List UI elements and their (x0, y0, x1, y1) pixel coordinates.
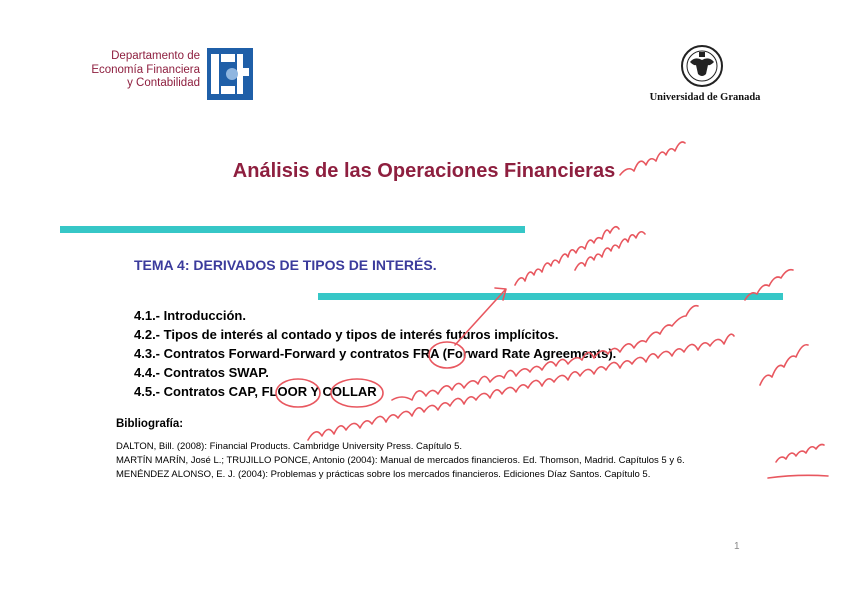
contents-item: 4.1.- Introducción. (134, 308, 246, 323)
contents-item: 4.2.- Tipos de interés al contado y tipos de interés futuros implícitos. (134, 327, 559, 342)
bibliography-entry: MARTÍN MARÍN, José L.; TRUJILLO PONCE, Antonio (2004): Manual de mercados financieros. Ed. Thomson, Madrid. Capítulos 5 y 6. (116, 455, 685, 466)
department-logo (207, 48, 253, 100)
divider-bar (60, 226, 525, 233)
annotation-scribble (575, 232, 645, 270)
annotation-underline (768, 475, 828, 478)
course-title: Análisis de las Operaciones Financieras (232, 160, 616, 182)
department-line: Departamento de (111, 50, 200, 62)
contents-list (134, 306, 616, 401)
annotation-scribble (776, 445, 824, 463)
university-name: Universidad de Granada (649, 92, 761, 103)
bibliography-entry: MENÉNDEZ ALONSO, E. J. (2004): Problemas y prácticas sobre los mercados financieros. Ediciones Díaz Santos. Capítulo 5. (116, 469, 651, 480)
contents-item: 4.4.- Contratos SWAP. (134, 365, 269, 380)
contents-item: 4.5.- Contratos CAP, FLOOR Y COLLAR (134, 384, 377, 399)
department-name (60, 50, 200, 91)
contents-item: 4.3.- Contratos Forward-Forward y contratos FRA (Forward Rate Agreements). (134, 346, 617, 361)
annotation-scribble (515, 227, 619, 285)
bibliography-list (116, 440, 685, 482)
divider-bar (318, 293, 783, 300)
annotation-scribble (760, 345, 808, 385)
topic-heading: TEMA 4: DERIVADOS DE TIPOS DE INTERÉS. (134, 257, 437, 273)
university-crest (681, 44, 723, 88)
bibliography-heading: Bibliografía: (116, 418, 184, 430)
bibliography-entry: DALTON, Bill. (2008): Financial Products. Cambridge University Press. Capítulo 5. (116, 441, 463, 452)
page-number: 1 (734, 541, 740, 552)
department-line: Economía Financiera (91, 63, 200, 76)
department-line: y Contabilidad (127, 77, 200, 89)
